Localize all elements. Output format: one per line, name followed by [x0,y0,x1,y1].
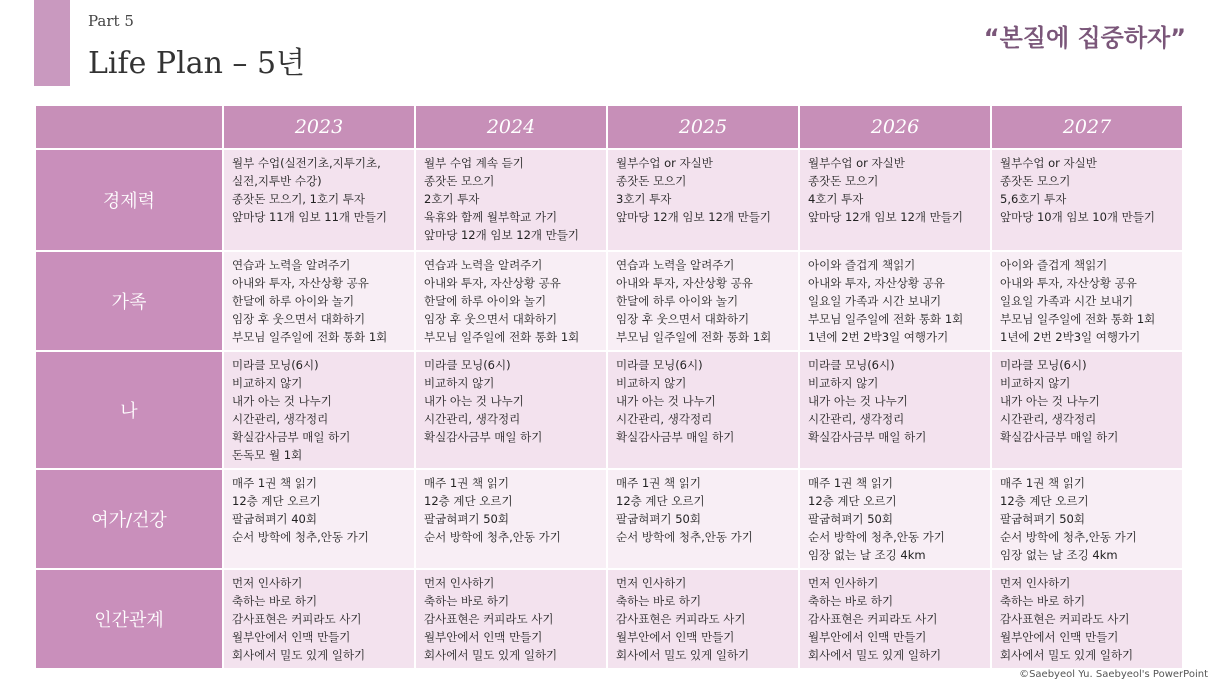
plan-row [35,469,1183,569]
plan-item: 내가 아는 것 나누기 [616,394,716,408]
plan-item: 축하는 바로 하기 [232,594,318,608]
plan-row [35,251,1183,351]
plan-cell [223,569,415,669]
plan-item: 연습과 노력을 알려주기 [424,258,543,272]
plan-item: 팔굽혀펴기 50회 [616,512,701,526]
plan-item: 임장 없는 날 조깅 4km [808,548,926,562]
plan-item: 매주 1권 책 읽기 [232,476,317,490]
plan-cell [223,469,415,569]
plan-item: 시간관리, 생각정리 [232,412,329,426]
plan-item: 앞마당 11개 임보 11개 만들기 [232,210,387,224]
plan-cell [415,569,607,669]
plan-item: 미라클 모닝(6시) [232,358,319,372]
plan-item: 12층 계단 오르기 [1000,494,1089,508]
plan-item: 월부 수업 계속 듣기 [424,156,524,170]
plan-item: 비교하지 않기 [424,376,495,390]
plan-item: 시간관리, 생각정리 [424,412,521,426]
plan-item: 시간관리, 생각정리 [808,412,905,426]
year-header: 2026 [799,105,991,149]
plan-row [35,569,1183,669]
plan-item: 미라클 모닝(6시) [1000,358,1087,372]
plan-item: 회사에서 밀도 있게 일하기 [1000,648,1134,662]
plan-item: 먼저 인사하기 [808,576,879,590]
plan-item: 아내와 투자, 자산상황 공유 [1000,276,1137,290]
plan-item: 월부안에서 인맥 만들기 [232,630,351,644]
plan-item: 비교하지 않기 [1000,376,1071,390]
plan-item: 12층 계단 오르기 [808,494,897,508]
plan-item: 확실감사금부 매일 하기 [1000,430,1119,444]
plan-item: 임장 후 웃으면서 대화하기 [616,312,750,326]
plan-item: 회사에서 밀도 있게 일하기 [616,648,750,662]
plan-cell [607,251,799,351]
plan-item: 월부수업 or 자실반 [808,156,905,170]
plan-item: 팔굽혀펴기 50회 [808,512,893,526]
plan-item: 먼저 인사하기 [424,576,495,590]
plan-item: 회사에서 밀도 있게 일하기 [808,648,942,662]
part-label: Part 5 [88,12,134,30]
plan-cell [607,569,799,669]
plan-item: 감사표현은 커피라도 사기 [232,612,362,626]
plan-item: 월부수업 or 자실반 [1000,156,1097,170]
plan-cell [415,251,607,351]
year-header: 2024 [415,105,607,149]
plan-item: 확실감사금부 매일 하기 [232,430,351,444]
corner-cell [35,105,223,149]
plan-cell [799,569,991,669]
life-plan-table [34,104,1184,670]
plan-item: 축하는 바로 하기 [1000,594,1086,608]
plan-item: 12층 계단 오르기 [424,494,513,508]
plan-item: 내가 아는 것 나누기 [808,394,908,408]
plan-item: 감사표현은 커피라도 사기 [1000,612,1130,626]
plan-item: 감사표현은 커피라도 사기 [808,612,938,626]
plan-item: 2호기 투자 [424,192,480,206]
plan-item: 축하는 바로 하기 [808,594,894,608]
plan-item: 월부안에서 인맥 만들기 [616,630,735,644]
plan-item: 12층 계단 오르기 [232,494,321,508]
accent-bar [34,0,70,86]
plan-item: 앞마당 12개 임보 12개 만들기 [616,210,771,224]
plan-item: 미라클 모닝(6시) [616,358,703,372]
plan-item: 임장 없는 날 조깅 4km [1000,548,1118,562]
year-header: 2025 [607,105,799,149]
plan-cell [799,251,991,351]
plan-cell [799,351,991,469]
plan-item: 1년에 2번 2박3일 여행가기 [808,330,949,344]
plan-cell [223,351,415,469]
plan-item: 연습과 노력을 알려주기 [232,258,351,272]
plan-item: 한달에 하루 아이와 놀기 [232,294,355,308]
plan-item: 돈독모 월 1회 [232,448,303,462]
plan-item: 종잣돈 모으기 [808,174,879,188]
plan-item: 한달에 하루 아이와 놀기 [424,294,547,308]
plan-item: 시간관리, 생각정리 [616,412,713,426]
plan-item: 비교하지 않기 [232,376,303,390]
plan-item: 시간관리, 생각정리 [1000,412,1097,426]
plan-item: 비교하지 않기 [808,376,879,390]
year-header-row [35,105,1183,149]
plan-cell [799,469,991,569]
plan-item: 월부안에서 인맥 만들기 [424,630,543,644]
row-label: 나 [35,351,223,469]
plan-item: 종잣돈 모으기 [424,174,495,188]
plan-item: 아이와 즐겁게 책읽기 [808,258,916,272]
plan-row [35,351,1183,469]
plan-item: 매주 1권 책 읽기 [616,476,701,490]
plan-item: 1년에 2번 2박3일 여행가기 [1000,330,1141,344]
plan-item: 연습과 노력을 알려주기 [616,258,735,272]
plan-item: 부모님 일주일에 전화 통화 1회 [1000,312,1156,326]
plan-item: 아내와 투자, 자산상황 공유 [424,276,561,290]
plan-cell [991,251,1183,351]
plan-item: 팔굽혀펴기 50회 [424,512,509,526]
row-label: 여가/건강 [35,469,223,569]
plan-item: 한달에 하루 아이와 놀기 [616,294,739,308]
plan-cell [223,149,415,251]
plan-item: 실전,지투반 수강) [232,174,322,188]
plan-item: 팔굽혀펴기 50회 [1000,512,1085,526]
plan-item: 육휴와 함께 월부학교 가기 [424,210,558,224]
plan-item: 확실감사금부 매일 하기 [616,430,735,444]
plan-item: 아내와 투자, 자산상황 공유 [616,276,753,290]
plan-item: 매주 1권 책 읽기 [808,476,893,490]
plan-item: 월부 수업(실전기초,지투기초, [232,156,381,170]
plan-item: 앞마당 12개 임보 12개 만들기 [808,210,963,224]
plan-item: 종잣돈 모으기 [1000,174,1071,188]
year-header: 2023 [223,105,415,149]
plan-item: 축하는 바로 하기 [616,594,702,608]
plan-item: 매주 1권 책 읽기 [1000,476,1085,490]
plan-item: 확실감사금부 매일 하기 [808,430,927,444]
plan-body [35,149,1183,669]
plan-item: 미라클 모닝(6시) [424,358,511,372]
plan-item: 부모님 일주일에 전화 통화 1회 [424,330,580,344]
plan-item: 회사에서 밀도 있게 일하기 [232,648,366,662]
plan-item: 순서 방학에 청추,안동 가기 [232,530,369,544]
plan-item: 먼저 인사하기 [616,576,687,590]
row-label: 인간관계 [35,569,223,669]
plan-item: 부모님 일주일에 전화 통화 1회 [616,330,772,344]
plan-item: 감사표현은 커피라도 사기 [424,612,554,626]
plan-item: 12층 계단 오르기 [616,494,705,508]
plan-item: 일요일 가족과 시간 보내기 [808,294,942,308]
plan-item: 먼저 인사하기 [1000,576,1071,590]
plan-item: 미라클 모닝(6시) [808,358,895,372]
row-label: 가족 [35,251,223,351]
plan-item: 3호기 투자 [616,192,672,206]
plan-cell [415,351,607,469]
plan-item: 앞마당 12개 임보 12개 만들기 [424,228,579,242]
plan-item: 순서 방학에 청추,안동 가기 [616,530,753,544]
plan-item: 감사표현은 커피라도 사기 [616,612,746,626]
plan-item: 순서 방학에 청추,안동 가기 [1000,530,1137,544]
plan-item: 4호기 투자 [808,192,864,206]
motto-quote: “본질에 집중하자” [983,24,1186,52]
plan-item: 월부수업 or 자실반 [616,156,713,170]
plan-item: 매주 1권 책 읽기 [424,476,509,490]
plan-cell [607,351,799,469]
plan-cell [991,469,1183,569]
plan-item: 내가 아는 것 나누기 [1000,394,1100,408]
plan-item: 5,6호기 투자 [1000,192,1067,206]
plan-item: 월부안에서 인맥 만들기 [808,630,927,644]
plan-cell [799,149,991,251]
year-header: 2027 [991,105,1183,149]
page-title: Life Plan – 5년 [88,46,306,81]
plan-cell [607,469,799,569]
plan-item: 부모님 일주일에 전화 통화 1회 [232,330,388,344]
plan-item: 월부안에서 인맥 만들기 [1000,630,1119,644]
plan-item: 부모님 일주일에 전화 통화 1회 [808,312,964,326]
plan-cell [223,251,415,351]
plan-cell [415,149,607,251]
plan-item: 아내와 투자, 자산상황 공유 [808,276,945,290]
plan-item: 확실감사금부 매일 하기 [424,430,543,444]
plan-item: 내가 아는 것 나누기 [232,394,332,408]
plan-item: 아내와 투자, 자산상황 공유 [232,276,369,290]
plan-item: 비교하지 않기 [616,376,687,390]
plan-item: 앞마당 10개 임보 10개 만들기 [1000,210,1155,224]
plan-item: 종잣돈 모으기 [616,174,687,188]
plan-item: 축하는 바로 하기 [424,594,510,608]
plan-item: 팔굽혀펴기 40회 [232,512,317,526]
plan-cell [991,351,1183,469]
plan-item: 임장 후 웃으면서 대화하기 [232,312,366,326]
plan-cell [991,149,1183,251]
plan-item: 먼저 인사하기 [232,576,303,590]
plan-item: 종잣돈 모으기, 1호기 투자 [232,192,366,206]
copyright-footer: ©Saebyeol Yu. Saebyeol's PowerPoint [1019,669,1208,680]
plan-item: 순서 방학에 청추,안동 가기 [424,530,561,544]
plan-cell [607,149,799,251]
row-label: 경제력 [35,149,223,251]
plan-item: 회사에서 밀도 있게 일하기 [424,648,558,662]
plan-cell [415,469,607,569]
plan-item: 임장 후 웃으면서 대화하기 [424,312,558,326]
plan-item: 일요일 가족과 시간 보내기 [1000,294,1134,308]
plan-item: 내가 아는 것 나누기 [424,394,524,408]
plan-cell [991,569,1183,669]
plan-item: 순서 방학에 청추,안동 가기 [808,530,945,544]
plan-item: 아이와 즐겁게 책읽기 [1000,258,1108,272]
plan-row [35,149,1183,251]
